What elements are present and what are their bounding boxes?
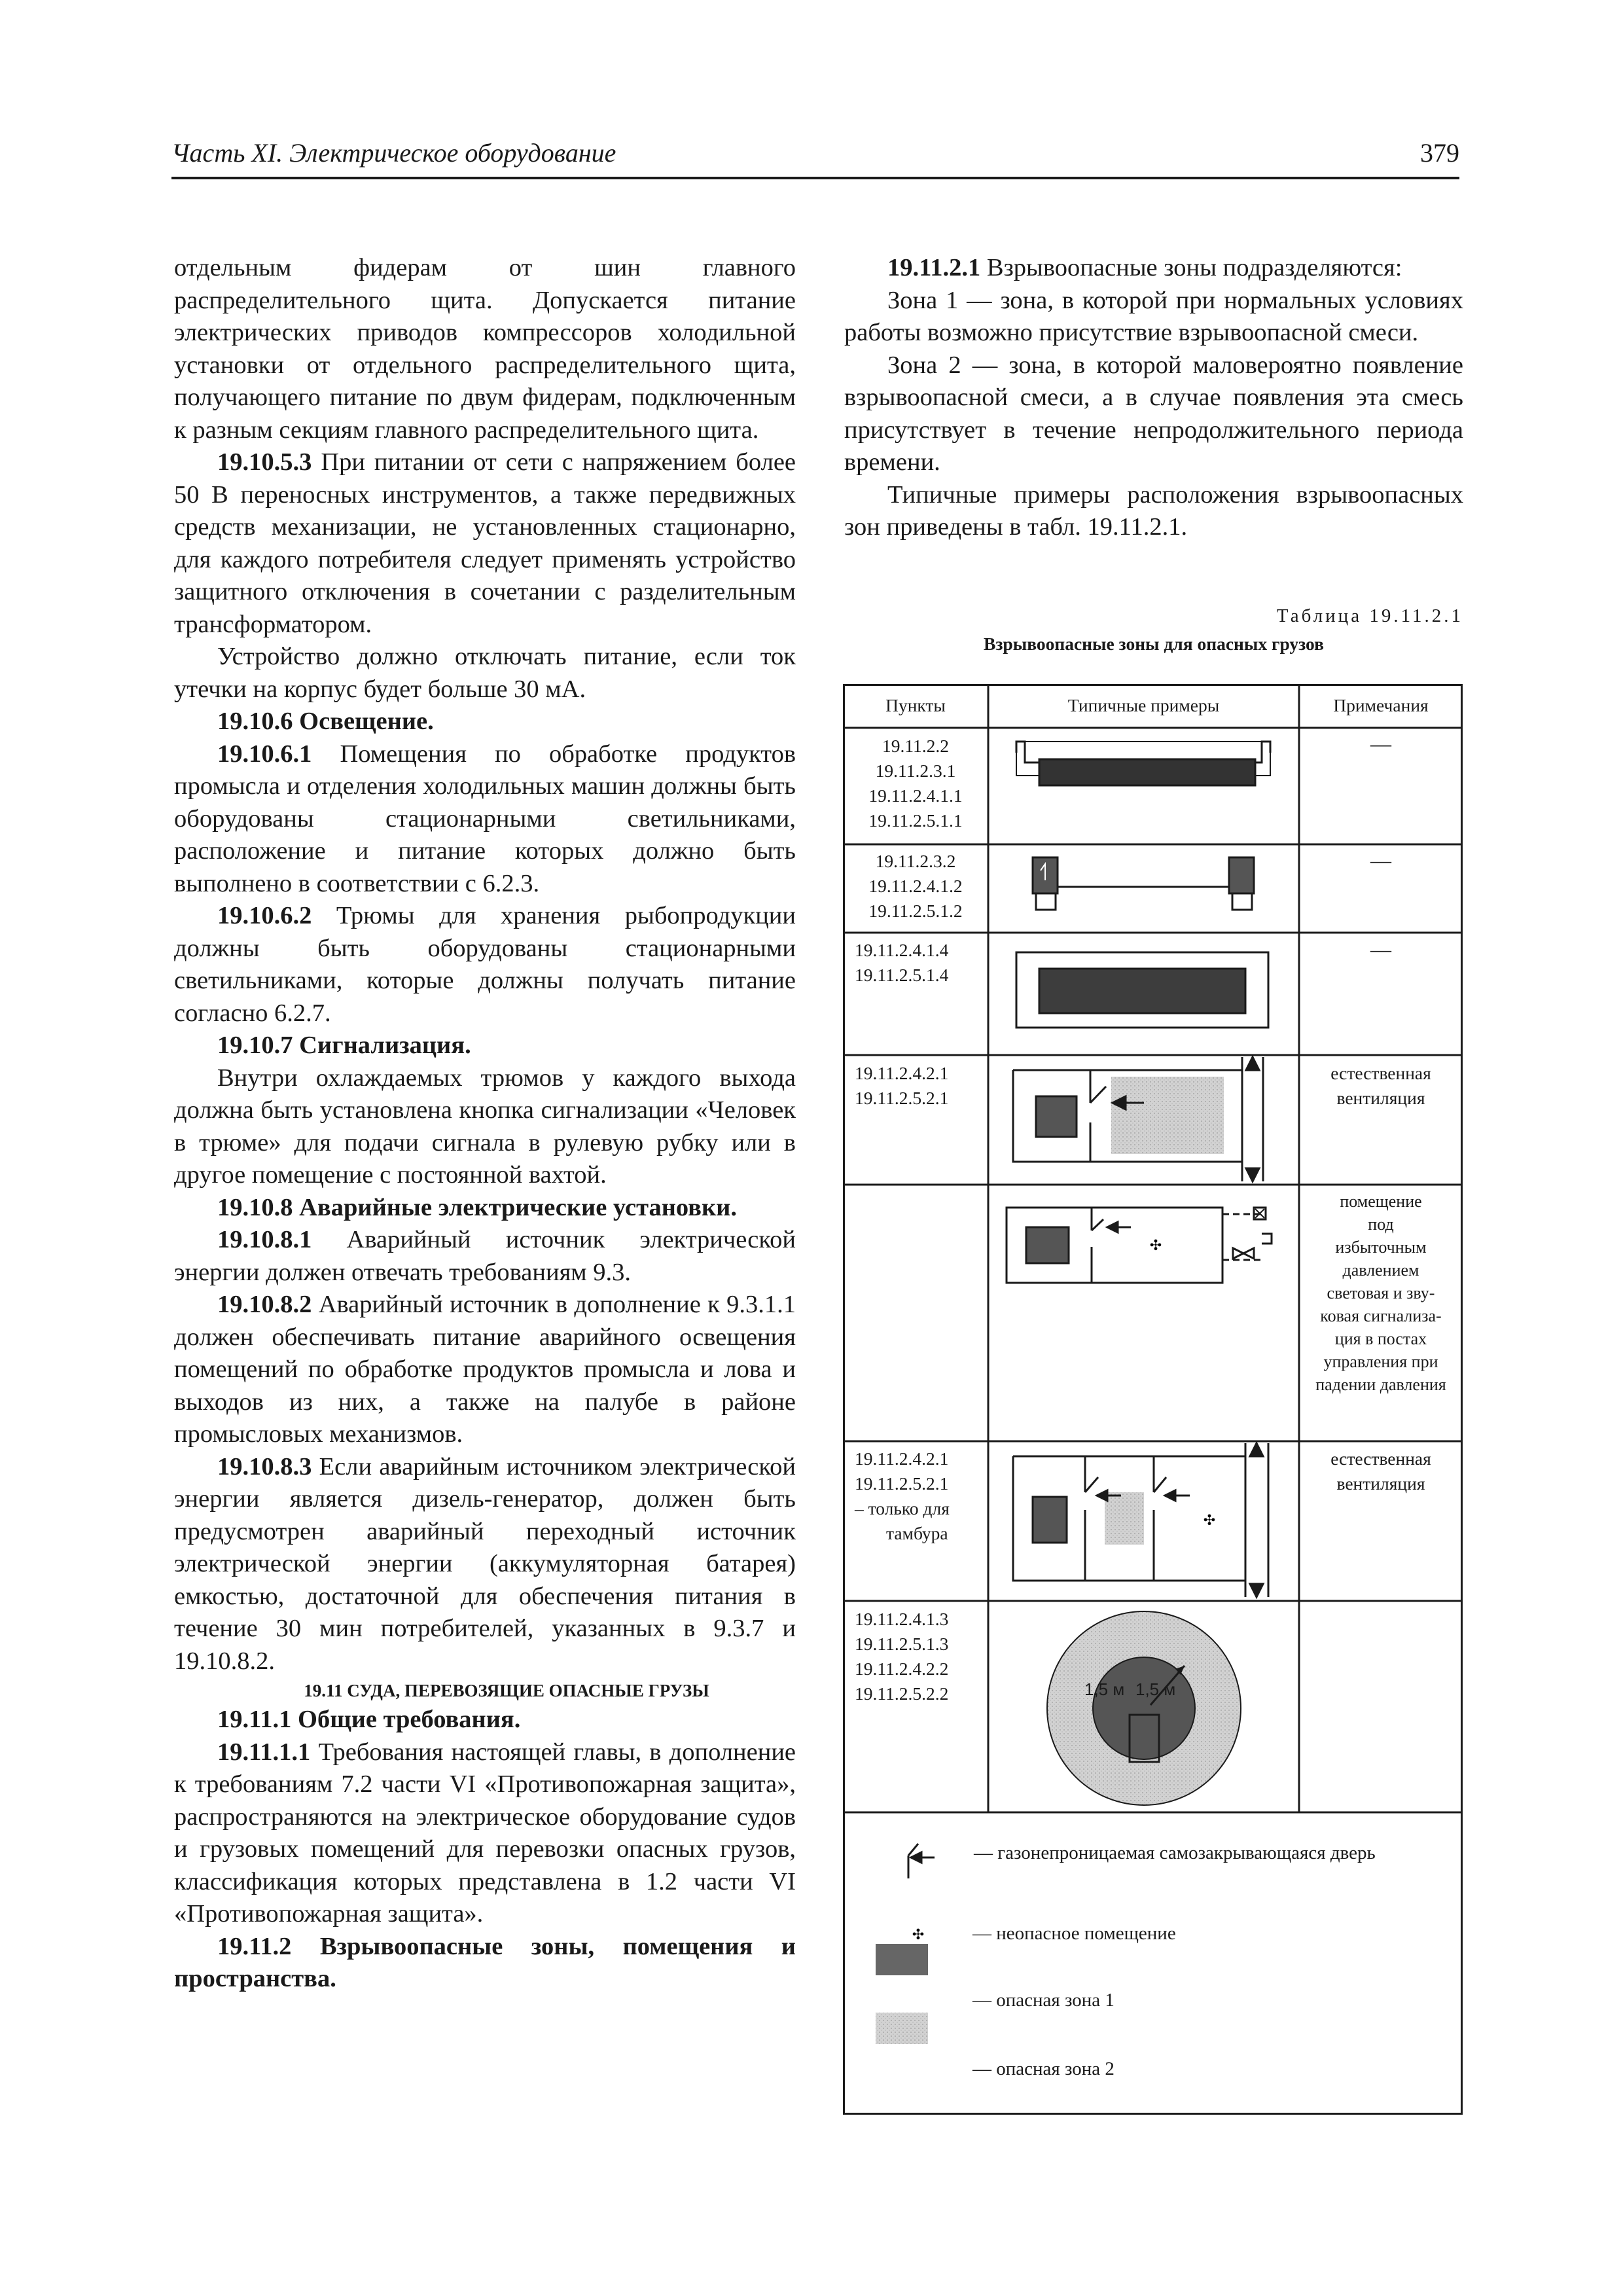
paragraph: Зона 2 — зона, в которой маловероятно появление взрывоопасной смеси, а в случае появления эта смесь присутствует в течение непродолжительного периода времени. [844, 351, 1463, 476]
ref: 19.11.2.5.1.1 [868, 810, 963, 831]
header-cell: Примечания [1333, 695, 1429, 715]
note-line: избыточным [1335, 1238, 1427, 1257]
note-cell: — [1370, 848, 1391, 872]
paragraph [174, 1289, 796, 1451]
note-line: давлением [1342, 1261, 1419, 1280]
example-4 [1013, 1057, 1263, 1181]
clause-text: Требования настоящей главы, в дополнение к требованиям 7.2 части VI «Противопожарная защита», распространяются на электрическое оборудование судов и грузовых помещений для перевозки опасных грузов, классификация которых представлена в 1.2 части VI «Противопожарная защита». [174, 1738, 796, 1928]
clause-number: 19.10.6.1 [217, 740, 312, 768]
paragraph [174, 738, 796, 901]
subheading-text: 19.10.6 Освещение. [217, 708, 434, 735]
table-title: Взрывоопасные зоны для опасных грузов [984, 634, 1324, 654]
right-column [844, 252, 1463, 544]
note-line: вентиляция [1336, 1088, 1425, 1108]
paragraph: Устройство должно отключать питание, если ток утечки на корпус будет больше 30 мА. [174, 643, 796, 703]
radius-label: 1,5 м [1135, 1679, 1176, 1699]
paragraph: Типичные примеры расположения взрывоопасных зон приведены в табл. 19.11.2.1. [844, 480, 1463, 541]
ref: 19.11.2.5.1.4 [855, 965, 949, 985]
note-line: вентиляция [1336, 1473, 1425, 1494]
header-cell: Типичные примеры [1067, 695, 1220, 715]
note-line: падении давления [1315, 1375, 1446, 1394]
legend-zone-1: — опасная зона 1 [972, 1990, 1115, 2011]
clause-text: Трюмы для хранения рыбопродукции должны быть оборудованы стационарными светильниками, которые должны получать питание согласно 6.2.7. [174, 902, 796, 1027]
subheading-text: 19.11.2 Взрывоопасные зоны, помещения и пространства. [174, 1932, 796, 1992]
clause-number: 19.10.8.3 [217, 1452, 312, 1480]
clause-text: Аварийный источник в дополнение к 9.3.1.1 должен обеспечивать питание аварийного освещения помещений по обработке продуктов промысла и лова и выходов из них, а также на палубе в районе промысловых механизмов. [174, 1291, 796, 1448]
ref: – только для [855, 1498, 950, 1518]
clause-number: 19.10.5.3 [217, 448, 312, 476]
radius-label: 1,5 м [1084, 1679, 1125, 1699]
note-cell [1299, 1061, 1463, 1111]
safe-space-icon: ✣ [912, 1927, 925, 1943]
paragraph [174, 1736, 796, 1931]
subheading [174, 1030, 796, 1062]
ref: 19.11.2.3.1 [875, 761, 956, 781]
note-line: управления при [1323, 1352, 1438, 1371]
note-line: ция в постах [1334, 1329, 1427, 1348]
note-cell: — [1370, 937, 1391, 961]
clause-text: При питании от сети с напряжением более 50 В переносных инструментов, а также передвижных средств механизации, не установленных стационарно, для каждого потребителя следует применять устройство защитного отключения в сочетании с разделительным трансформатором. [174, 448, 796, 638]
clause-text: Аварийный источник электрической энергии должен отвечать требованиям 9.3. [174, 1226, 796, 1286]
ref: тамбура [886, 1523, 948, 1543]
ref-cell [843, 938, 988, 988]
ref: 19.11.2.4.1.3 [855, 1609, 949, 1629]
ref: 19.11.2.2 [882, 736, 950, 756]
clause-text: Взрывоопасные зоны подразделяются: [986, 254, 1402, 281]
paragraph [174, 446, 796, 641]
paragraph: отдельным фидерам от шин главного распределительного щита. Допускается питание электрических приводов компрессоров холодильной установки от отдельного распределительного щита, получающего питание по двум фидерам, подключенным к разным секциям главного распределительного щита. [174, 254, 796, 444]
paragraph: Зона 1 — зона, в которой при нормальных условиях работы возможно присутствие взрывоопасной смеси. [844, 286, 1463, 346]
note-cell: — [1370, 732, 1391, 755]
ref: 19.11.2.5.2.2 [855, 1683, 949, 1704]
page-header [171, 136, 1459, 179]
clause-number: 19.11.2.1 [887, 254, 981, 281]
subheading-text: 19.10.8 Аварийные электрические установки. [217, 1193, 737, 1221]
ref: 19.11.2.4.2.1 [855, 1063, 949, 1083]
subheading [174, 1192, 796, 1225]
subheading-text: 19.10.7 Сигнализация. [217, 1031, 471, 1059]
clause-number: 19.10.6.2 [217, 902, 312, 929]
ref-cell [843, 1607, 988, 1706]
subheading [174, 1704, 796, 1736]
example-3 [1016, 952, 1268, 1028]
clause-number: 19.11.1.1 [217, 1738, 311, 1766]
note-line: ковая сигнализа- [1320, 1306, 1442, 1325]
section-heading: 19.11 СУДА, ПЕРЕВОЗЯЩИЕ ОПАСНЫЕ ГРУЗЫ [304, 1681, 709, 1700]
subheading-text: 19.11.1 Общие требования. [217, 1706, 521, 1733]
note-line: естественная [1330, 1448, 1431, 1469]
ref: 19.11.2.4.2.1 [855, 1448, 949, 1469]
example-6 [1013, 1443, 1268, 1597]
ref-cell [843, 1061, 988, 1111]
left-column [174, 252, 796, 1996]
ref: 19.11.2.4.1.2 [868, 876, 963, 896]
example-2 [1033, 857, 1254, 910]
note-cell [1299, 1190, 1463, 1396]
subheading [174, 1931, 796, 1996]
ref: 19.11.2.5.1.2 [868, 901, 963, 921]
paragraph [174, 1451, 796, 1678]
note-line: под [1368, 1215, 1394, 1234]
paragraph [844, 252, 1463, 285]
running-title: Часть XI. Электрическое оборудование [171, 138, 616, 168]
subheading [174, 706, 796, 738]
paragraph [174, 900, 796, 1030]
ref: 19.11.2.4.1.4 [855, 940, 949, 960]
hazard-zone-table [843, 684, 1463, 2115]
legend-safe-space: — неопасное помещение [972, 1923, 1176, 1944]
table-caption: Таблица 19.11.2.1 [1276, 605, 1463, 626]
note-cell [1299, 1446, 1463, 1496]
note-line: световая и зву- [1327, 1283, 1435, 1302]
legend-zone-2: — опасная зона 2 [972, 2058, 1115, 2079]
ref: 19.11.2.5.2.1 [855, 1473, 949, 1494]
clause-text: Помещения по обработке продуктов промысла и отделения холодильных машин должны быть оборудованы стационарными светильниками, расположение и питание которых должно быть выполнено в соответствии с 6.2.3. [174, 740, 796, 897]
ref: 19.11.2.5.1.3 [855, 1634, 949, 1654]
clause-text: Если аварийным источником электрической энергии является дизель-генератор, должен быть предусмотрен аварийный переходный источник электрической энергии (аккумуляторная батарея) емкостью, достаточной для обеспечения питания в течение 30 мин потребителей, указанных в 9.3.7 и 19.10.8.2. [174, 1452, 796, 1675]
ref: 19.11.2.4.1.1 [868, 785, 963, 806]
legend-icons [876, 1844, 935, 2044]
example-7 [1047, 1611, 1241, 1805]
paragraph [174, 1224, 796, 1289]
ref-cell [843, 849, 988, 924]
example-1 [1016, 742, 1270, 785]
clause-number: 19.10.8.1 [217, 1226, 312, 1253]
legend-door: — газонепроницаемая самозакрывающаяся дверь [974, 1842, 1376, 1863]
safe-space-icon: ✣ [1149, 1238, 1162, 1254]
ref: 19.11.2.5.2.1 [855, 1088, 949, 1108]
paragraph: Внутри охлаждаемых трюмов у каждого выхода должна быть установлена кнопка сигнализации «Человек в трюме» для подачи сигнала в рулевую рубку или в другое помещение с постоянной вахтой. [174, 1064, 796, 1189]
example-5 [1007, 1208, 1272, 1283]
note-line: естественная [1330, 1063, 1431, 1083]
ref-cell [843, 1446, 988, 1546]
page-number: 379 [1420, 138, 1459, 168]
note-line: помещение [1340, 1192, 1422, 1211]
ref: 19.11.2.3.2 [875, 851, 956, 871]
header-cell: Пункты [885, 695, 946, 715]
ref-cell [843, 734, 988, 833]
clause-number: 19.10.8.2 [217, 1291, 312, 1318]
ref: 19.11.2.4.2.2 [855, 1659, 949, 1679]
safe-space-icon: ✣ [1203, 1513, 1216, 1529]
